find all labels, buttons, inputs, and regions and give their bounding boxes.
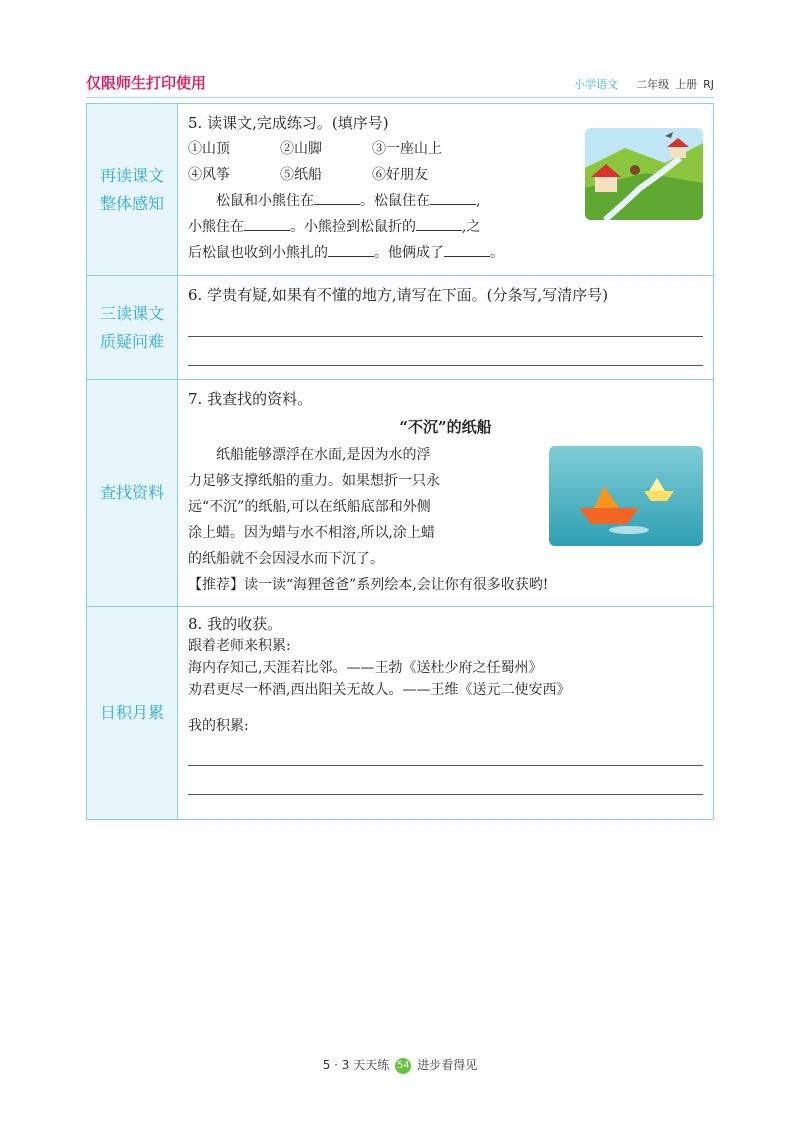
option-item: ⑤纸船: [280, 167, 322, 183]
text-part: 。松鼠住在: [360, 193, 430, 209]
section-content-research: [178, 380, 714, 607]
accumulate-intro: 跟着老师来积累:: [188, 638, 291, 654]
label-line: 整体感知: [99, 193, 164, 213]
section-label-accumulate: [87, 607, 178, 820]
section-row-reread: [87, 104, 714, 276]
option-item: ④风筝: [188, 167, 230, 183]
section-label-reread: [87, 104, 178, 276]
article-line: 远“不沉”的纸船,可以在纸船底部和外侧: [188, 499, 431, 515]
text-part: 。他俩成了: [374, 245, 444, 261]
answer-blank[interactable]: [416, 214, 462, 231]
article-line: 的纸船就不会因浸水而下沉了。: [188, 551, 384, 567]
section-label-research: [87, 380, 178, 607]
question-5-title: 5. 读课文,完成练习。(填序号): [188, 114, 389, 132]
fill-text-line: [188, 240, 703, 266]
option-item: ①山顶: [188, 141, 230, 157]
option-item: ⑥好朋友: [372, 167, 428, 183]
footer-slogan: 进步看得见: [417, 1058, 478, 1072]
my-accumulation-label: 我的积累:: [188, 718, 249, 734]
answer-blank[interactable]: [328, 240, 374, 257]
label-line: 日积月累: [99, 703, 164, 722]
section-content-accumulate: [178, 607, 714, 820]
poem-line: 海内存知己,天涯若比邻。——王勃《送杜少府之任蜀州》: [188, 660, 543, 676]
mountain-illustration: [585, 128, 703, 220]
subject-label: 小学语文: [574, 78, 619, 91]
edition-label: RJ: [703, 78, 714, 91]
text-part: ,: [476, 193, 481, 209]
book-info: [568, 76, 714, 92]
answer-blank[interactable]: [444, 240, 490, 257]
section-row-research: [87, 380, 714, 607]
section-row-question: [87, 276, 714, 380]
article-line: 纸船能够漂浮在水面,是因为水的浮: [216, 447, 431, 463]
page-footer: [0, 1056, 800, 1074]
label-line: 再读课文: [99, 165, 164, 185]
header-divider: [86, 97, 714, 98]
article-line: 力足够支撑纸船的重力。如果想折一只永: [188, 473, 440, 489]
label-line: 质疑问难: [99, 331, 164, 351]
volume-label: 上册: [675, 78, 698, 91]
options-list: [188, 136, 568, 188]
writing-line[interactable]: [188, 766, 703, 795]
writing-line[interactable]: [188, 737, 703, 766]
answer-blank[interactable]: [244, 214, 290, 231]
writing-line[interactable]: [188, 337, 703, 366]
article-line: 涂上蜡。因为蜡与水不相溶,所以,涂上蜡: [188, 525, 435, 541]
grade-label: 二年级: [636, 78, 670, 91]
text-part: 。小熊捡到松鼠折的: [290, 219, 416, 235]
exercise-table: [86, 103, 714, 820]
poem-line: 劝君更尽一杯酒,西出阳关无故人。——王维《送元二使安西》: [188, 682, 571, 698]
footer-brand: 5 · 3 天天练: [322, 1058, 390, 1072]
page-number: 54: [395, 1058, 411, 1074]
answer-blank[interactable]: [430, 188, 476, 205]
print-notice: 仅限师生打印使用: [86, 74, 207, 92]
section-content-question: [178, 276, 714, 380]
answer-blank[interactable]: [314, 188, 360, 205]
question-8-title: 8. 我的收获。: [188, 615, 283, 633]
section-content-reread: [178, 104, 714, 276]
question-7-title: 7. 我查找的资料。: [188, 390, 313, 408]
text-part: 松鼠和小熊住在: [216, 193, 314, 209]
text-part: 后松鼠也收到小熊扎的: [188, 245, 328, 261]
article-body: [188, 442, 518, 572]
text-part: ,之: [462, 219, 481, 235]
question-6-title: 6. 学贵有疑,如果有不懂的地方,请写在下面。(分条写,写清序号): [188, 286, 609, 304]
text-part: 。: [490, 245, 504, 261]
option-item: ③一座山上: [372, 141, 442, 157]
label-line: 三读课文: [99, 303, 164, 323]
section-label-question: [87, 276, 178, 380]
article-title: “不沉”的纸船: [399, 418, 492, 436]
paper-boat-photo: [549, 446, 703, 546]
recommendation: 【推荐】读一读“海狸爸爸”系列绘本,会让你有很多收获哟!: [188, 577, 549, 593]
writing-line[interactable]: [188, 308, 703, 337]
text-part: 小熊住在: [188, 219, 244, 235]
section-row-accumulate: [87, 607, 714, 820]
label-line: 查找资料: [99, 483, 164, 502]
option-item: ②山脚: [280, 141, 322, 157]
